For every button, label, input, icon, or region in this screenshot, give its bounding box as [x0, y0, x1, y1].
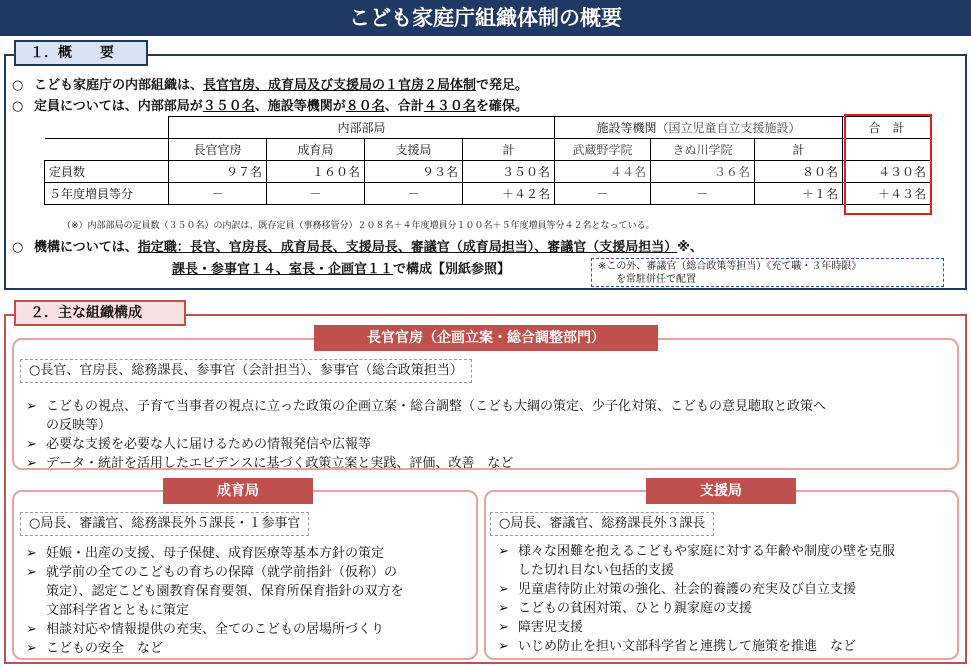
overview-section-label: １．概 要 — [14, 40, 148, 66]
table-row: ５年度増員等分 － － － ＋４２名 － － ＋１名 ＋４３名 — [45, 183, 931, 205]
seiiku-staff: ○局長、審議官、総務課長外５課長・１参事官 — [20, 512, 309, 536]
staff-table — [44, 116, 931, 205]
list-item: 策定）、認定こども園教育保育要領、保育所保育指針の双方を — [46, 584, 404, 599]
additional-councillor-note: ※この外、審議官（総合政策等担当）《充て職・３年時限》 を常駐併任で配置 — [591, 258, 944, 287]
list-item: ➢ こどもの安全 など — [26, 641, 164, 656]
page-title: こども家庭庁組織体制の概要 — [0, 0, 971, 36]
col-header: 武蔵野学院 — [555, 139, 651, 161]
overview-line-3b: 課長・参事官１４、室長・企画官１１で構成【別紙参照】 — [172, 262, 511, 277]
kanbo-items — [26, 397, 951, 473]
list-item: ➢ いじめ防止を担い文部科学省と連携して施策を推進 など — [498, 639, 857, 654]
col-header: 長官官房 — [169, 139, 267, 161]
row-label: 定員数 — [45, 161, 169, 183]
group-internal-header: 内部部局 — [169, 117, 555, 139]
list-item: ➢ こどもの貧困対策、ひとり親家庭の支援 — [498, 601, 753, 616]
shien-items — [498, 542, 953, 656]
list-item: ➢ 妊娠・出産の支援、母子保健、成育医療等基本方針の策定 — [26, 546, 385, 561]
list-item: ➢ こどもの視点、子育て当事者の視点に立った政策の企画立案・総合調整（こども大綱の策定、少子化対策、こどもの意見聴取と政策へ — [26, 399, 827, 414]
col-header: きぬ川学院 — [651, 139, 755, 161]
row-label: ５年度増員等分 — [45, 183, 169, 205]
seiiku-items — [26, 544, 472, 658]
total-highlight-box — [844, 114, 932, 215]
table-row — [45, 139, 931, 161]
shien-label: 支援局 — [646, 478, 796, 504]
structure-section-label: ２．主な組織構成 — [14, 300, 186, 326]
list-item: ➢ 相談対応や情報提供の充実、全てのこどもの居場所づくり — [26, 622, 385, 637]
list-item: ➢ 必要な支援を必要な人に届けるための情報発信や広報等 — [26, 437, 372, 452]
table-row: 定員数 ９７名 １６０名 ９３名 ３５０名 ４４名 ３６名 ８０名 ４３０名 — [45, 161, 931, 183]
col-header: 成育局 — [267, 139, 365, 161]
list-item: ➢ 様々な困難を抱えるこどもや家庭に対する年齢や制度の壁を克服 — [498, 544, 896, 559]
seiiku-label: 成育局 — [163, 478, 313, 504]
list-item: した切れ目ない包括的支援 — [518, 563, 675, 578]
overview-line-2: ○ 定員については、内部部局が３５０名、施設等機関が８０名、合計４３０名を確保。 — [12, 99, 528, 114]
list-item: ➢ 障害児支援 — [498, 620, 584, 635]
list-item: ➢ 児童虐待防止対策の強化、社会的養護の充実及び自立支援 — [498, 582, 857, 597]
list-item: 文部科学省とともに策定 — [46, 603, 190, 618]
overview-line-3: ○ 機構については、指定職：長官、官房長、成育局長、支援局長、審議官（成育局担当）、審議官（支援局担当）※、 — [12, 240, 703, 255]
col-header: 計 — [755, 139, 843, 161]
group-total-header: 合 計 — [843, 117, 931, 139]
overview-line-1: ○ こども家庭庁の内部組織は、長官官房、成育局及び支援局の１官房２局体制で発足。 — [12, 78, 529, 93]
table-footnote: （※）内部部局の定員数（３５０名）の内訳は、既存定員（事務移管分）２０８名＋４年度増員分１００名＋５年度増員等分４２名となっている。 — [62, 221, 655, 231]
col-header: 計 — [463, 139, 555, 161]
list-item: の反映等） — [46, 418, 112, 433]
shien-staff: ○局長、審議官、総務課長外３課長 — [490, 512, 714, 536]
kanbo-label: 長官官房（企画立案・総合調整部門） — [314, 325, 658, 351]
table-row — [45, 117, 931, 139]
list-item: ➢ データ・統計を活用したエビデンスに基づく政策立案と実践、評価、改善 など — [26, 456, 514, 471]
group-facility-header: 施設等機関（国立児童自立支援施設） — [555, 117, 843, 139]
kanbo-staff: ○長官、官房長、総務課長、参事官（会計担当）、参事官（総合政策担当） — [20, 359, 472, 383]
list-item: ➢ 就学前の全てのこどもの育ちの保障（就学前指針（仮称）の — [26, 565, 398, 580]
col-header: 支援局 — [365, 139, 463, 161]
